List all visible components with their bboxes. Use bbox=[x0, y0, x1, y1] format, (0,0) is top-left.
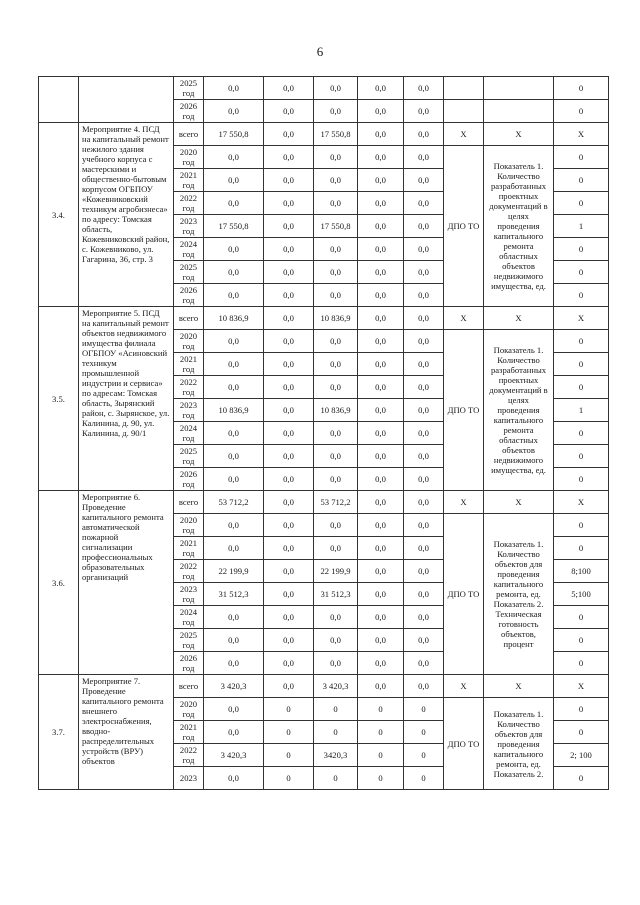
executor-x-cell: X bbox=[444, 307, 484, 330]
total-cell: 0,0 bbox=[204, 146, 264, 169]
year-cell: 2023 год bbox=[174, 399, 204, 422]
total-cell: 0,0 bbox=[204, 376, 264, 399]
value-cell: 1 bbox=[554, 399, 609, 422]
oblast-cell: 22 199,9 bbox=[314, 560, 358, 583]
local-cell: 0,0 bbox=[358, 583, 404, 606]
total-cell: 0,0 bbox=[204, 652, 264, 675]
oblast-cell: 0 bbox=[314, 767, 358, 790]
local-cell: 0,0 bbox=[358, 675, 404, 698]
oblast-cell: 0 bbox=[314, 721, 358, 744]
executor-cell: ДПО ТО bbox=[444, 698, 484, 790]
value-cell: 0 bbox=[554, 422, 609, 445]
table-row bbox=[39, 77, 609, 100]
federal-cell: 0,0 bbox=[264, 376, 314, 399]
value-cell: 0 bbox=[554, 169, 609, 192]
oblast-cell: 3420,3 bbox=[314, 744, 358, 767]
federal-cell: 0 bbox=[264, 767, 314, 790]
local-cell: 0,0 bbox=[358, 629, 404, 652]
value-cell: 0 bbox=[554, 330, 609, 353]
year-cell: 2025 год bbox=[174, 629, 204, 652]
total-cell: 0,0 bbox=[204, 284, 264, 307]
total-cell: 17 550,8 bbox=[204, 215, 264, 238]
federal-cell: 0,0 bbox=[264, 146, 314, 169]
local-cell: 0,0 bbox=[358, 215, 404, 238]
other-cell: 0 bbox=[404, 721, 444, 744]
total-cell: 0,0 bbox=[204, 468, 264, 491]
federal-cell: 0,0 bbox=[264, 169, 314, 192]
other-cell: 0 bbox=[404, 744, 444, 767]
indicator-x-cell: X bbox=[484, 491, 554, 514]
executor-x-cell: X bbox=[444, 123, 484, 146]
local-cell: 0,0 bbox=[358, 422, 404, 445]
indicator-cell bbox=[484, 100, 554, 123]
year-cell: 2025 год bbox=[174, 77, 204, 100]
oblast-cell: 0,0 bbox=[314, 192, 358, 215]
year-cell: 2022 год bbox=[174, 376, 204, 399]
other-cell: 0,0 bbox=[404, 261, 444, 284]
year-cell: 2020 год bbox=[174, 146, 204, 169]
value-cell: 0 bbox=[554, 468, 609, 491]
value-cell: X bbox=[554, 123, 609, 146]
oblast-cell: 3 420,3 bbox=[314, 675, 358, 698]
local-cell: 0,0 bbox=[358, 192, 404, 215]
oblast-cell: 0,0 bbox=[314, 514, 358, 537]
total-cell: 53 712,2 bbox=[204, 491, 264, 514]
year-cell: 2025 год bbox=[174, 445, 204, 468]
oblast-cell: 0,0 bbox=[314, 376, 358, 399]
year-cell: 2020 год bbox=[174, 514, 204, 537]
indicator-x-cell: X bbox=[484, 675, 554, 698]
local-cell: 0,0 bbox=[358, 330, 404, 353]
local-cell: 0,0 bbox=[358, 146, 404, 169]
total-cell: 0,0 bbox=[204, 100, 264, 123]
local-cell: 0,0 bbox=[358, 123, 404, 146]
local-cell: 0 bbox=[358, 767, 404, 790]
executor-x-cell: X bbox=[444, 491, 484, 514]
year-cell: 2025 год bbox=[174, 261, 204, 284]
value-cell: 1 bbox=[554, 215, 609, 238]
oblast-cell: 0,0 bbox=[314, 652, 358, 675]
other-cell: 0,0 bbox=[404, 560, 444, 583]
indicator-cell: Показатель 1. Количество объектов для проведения капитального ремонта, ед. Показатель 2. Техническая готовность объектов, процент bbox=[484, 514, 554, 675]
local-cell: 0,0 bbox=[358, 468, 404, 491]
local-cell: 0 bbox=[358, 698, 404, 721]
other-cell: 0,0 bbox=[404, 583, 444, 606]
federal-cell: 0,0 bbox=[264, 583, 314, 606]
value-cell: 0 bbox=[554, 445, 609, 468]
value-cell: 0 bbox=[554, 767, 609, 790]
oblast-cell: 0,0 bbox=[314, 100, 358, 123]
federal-cell: 0,0 bbox=[264, 215, 314, 238]
oblast-cell: 17 550,8 bbox=[314, 215, 358, 238]
page-number: 6 bbox=[316, 44, 324, 59]
total-cell: 0,0 bbox=[204, 721, 264, 744]
value-cell: 8;100 bbox=[554, 560, 609, 583]
value-cell: 0 bbox=[554, 514, 609, 537]
table-row bbox=[39, 675, 609, 698]
total-cell: 0,0 bbox=[204, 606, 264, 629]
value-cell: 0 bbox=[554, 261, 609, 284]
federal-cell: 0,0 bbox=[264, 514, 314, 537]
item-name: Мероприятие 6. Проведение капитального ремонта автоматической пожарной сигнализации профессиональных образовательных организаций bbox=[79, 491, 174, 675]
local-cell: 0,0 bbox=[358, 353, 404, 376]
year-cell: 2023 bbox=[174, 767, 204, 790]
value-cell: 0 bbox=[554, 537, 609, 560]
oblast-cell: 53 712,2 bbox=[314, 491, 358, 514]
year-cell: 2022 год bbox=[174, 560, 204, 583]
year-cell: 2021 год bbox=[174, 537, 204, 560]
item-number: 3.5. bbox=[39, 307, 79, 491]
oblast-cell: 31 512,3 bbox=[314, 583, 358, 606]
total-cell: 0,0 bbox=[204, 698, 264, 721]
total-cell: 0,0 bbox=[204, 261, 264, 284]
value-cell: 0 bbox=[554, 100, 609, 123]
indicator-cell: Показатель 1. Количество объектов для проведения капитального ремонта, ед. Показатель 2. bbox=[484, 698, 554, 790]
total-cell: 0,0 bbox=[204, 767, 264, 790]
oblast-cell: 0,0 bbox=[314, 284, 358, 307]
federal-cell: 0 bbox=[264, 744, 314, 767]
federal-cell: 0,0 bbox=[264, 123, 314, 146]
value-cell: X bbox=[554, 491, 609, 514]
other-cell: 0,0 bbox=[404, 192, 444, 215]
other-cell: 0,0 bbox=[404, 537, 444, 560]
federal-cell: 0,0 bbox=[264, 238, 314, 261]
value-cell: 2; 100 bbox=[554, 744, 609, 767]
executor-cell bbox=[444, 77, 484, 100]
local-cell: 0,0 bbox=[358, 77, 404, 100]
federal-cell: 0,0 bbox=[264, 307, 314, 330]
federal-cell: 0,0 bbox=[264, 261, 314, 284]
local-cell: 0 bbox=[358, 744, 404, 767]
federal-cell: 0,0 bbox=[264, 399, 314, 422]
other-cell: 0,0 bbox=[404, 399, 444, 422]
year-cell: 2021 год bbox=[174, 169, 204, 192]
executor-cell: ДПО ТО bbox=[444, 330, 484, 491]
local-cell: 0,0 bbox=[358, 652, 404, 675]
other-cell: 0,0 bbox=[404, 445, 444, 468]
year-cell: 2020 год bbox=[174, 330, 204, 353]
year-cell: всего bbox=[174, 307, 204, 330]
federal-cell: 0,0 bbox=[264, 468, 314, 491]
federal-cell: 0 bbox=[264, 721, 314, 744]
year-cell: 2022 год bbox=[174, 192, 204, 215]
value-cell: 5;100 bbox=[554, 583, 609, 606]
oblast-cell: 0,0 bbox=[314, 537, 358, 560]
oblast-cell: 0,0 bbox=[314, 238, 358, 261]
oblast-cell: 0,0 bbox=[314, 445, 358, 468]
other-cell: 0,0 bbox=[404, 468, 444, 491]
local-cell: 0,0 bbox=[358, 514, 404, 537]
local-cell: 0,0 bbox=[358, 606, 404, 629]
oblast-cell: 0,0 bbox=[314, 261, 358, 284]
item-name: Мероприятие 5. ПСД на капитальный ремонт объектов недвижимого имущества филиала ОГБПОУ «Асиновский техникум промышленной индустрии и сервиса» по адресам: Томская область, Зырянский район, с. Зырянское, ул. Калинина, д. 90, ул. Калинина, д. 90/1 bbox=[79, 307, 174, 491]
total-cell: 3 420,3 bbox=[204, 744, 264, 767]
other-cell: 0,0 bbox=[404, 422, 444, 445]
local-cell: 0,0 bbox=[358, 376, 404, 399]
value-cell: X bbox=[554, 675, 609, 698]
total-cell: 0,0 bbox=[204, 77, 264, 100]
year-cell: 2023 год bbox=[174, 583, 204, 606]
federal-cell: 0,0 bbox=[264, 330, 314, 353]
total-cell: 10 836,9 bbox=[204, 307, 264, 330]
local-cell: 0,0 bbox=[358, 537, 404, 560]
item-number: 3.4. bbox=[39, 123, 79, 307]
other-cell: 0,0 bbox=[404, 675, 444, 698]
total-cell: 0,0 bbox=[204, 353, 264, 376]
oblast-cell: 10 836,9 bbox=[314, 307, 358, 330]
federal-cell: 0,0 bbox=[264, 652, 314, 675]
year-cell: 2023 год bbox=[174, 215, 204, 238]
federal-cell: 0,0 bbox=[264, 445, 314, 468]
indicator-cell: Показатель 1. Количество разработанных проектных документаций в целях проведения капитального ремонта областных объектов недвижимого имущества, ед. bbox=[484, 330, 554, 491]
other-cell: 0,0 bbox=[404, 100, 444, 123]
federal-cell: 0,0 bbox=[264, 422, 314, 445]
local-cell: 0,0 bbox=[358, 169, 404, 192]
indicator-x-cell: X bbox=[484, 307, 554, 330]
indicator-cell bbox=[484, 77, 554, 100]
local-cell: 0,0 bbox=[358, 100, 404, 123]
value-cell: 0 bbox=[554, 284, 609, 307]
other-cell: 0,0 bbox=[404, 169, 444, 192]
indicator-x-cell: X bbox=[484, 123, 554, 146]
year-cell: 2024 год bbox=[174, 606, 204, 629]
oblast-cell: 0,0 bbox=[314, 422, 358, 445]
year-cell: 2021 год bbox=[174, 353, 204, 376]
year-cell: всего bbox=[174, 491, 204, 514]
other-cell: 0,0 bbox=[404, 146, 444, 169]
year-cell: 2024 год bbox=[174, 422, 204, 445]
oblast-cell: 17 550,8 bbox=[314, 123, 358, 146]
year-cell: 2024 год bbox=[174, 238, 204, 261]
total-cell: 0,0 bbox=[204, 514, 264, 537]
total-cell: 31 512,3 bbox=[204, 583, 264, 606]
item-number bbox=[39, 77, 79, 123]
oblast-cell: 0,0 bbox=[314, 169, 358, 192]
indicator-cell: Показатель 1. Количество разработанных проектных документаций в целях проведения капитального ремонта областных объектов недвижимого имущества, ед. bbox=[484, 146, 554, 307]
executor-cell bbox=[444, 100, 484, 123]
total-cell: 0,0 bbox=[204, 422, 264, 445]
federal-cell: 0,0 bbox=[264, 192, 314, 215]
federal-cell: 0 bbox=[264, 698, 314, 721]
item-number: 3.6. bbox=[39, 491, 79, 675]
other-cell: 0,0 bbox=[404, 353, 444, 376]
local-cell: 0,0 bbox=[358, 307, 404, 330]
value-cell: 0 bbox=[554, 606, 609, 629]
other-cell: 0 bbox=[404, 767, 444, 790]
federal-cell: 0,0 bbox=[264, 284, 314, 307]
total-cell: 10 836,9 bbox=[204, 399, 264, 422]
oblast-cell: 0,0 bbox=[314, 353, 358, 376]
other-cell: 0,0 bbox=[404, 123, 444, 146]
item-name: Мероприятие 7. Проведение капитального ремонта внешнего электроснабжения, вводно-распределительных устройств (ВРУ) объектов bbox=[79, 675, 174, 790]
federal-cell: 0,0 bbox=[264, 629, 314, 652]
federal-cell: 0,0 bbox=[264, 491, 314, 514]
year-cell: всего bbox=[174, 123, 204, 146]
other-cell: 0,0 bbox=[404, 330, 444, 353]
total-cell: 0,0 bbox=[204, 445, 264, 468]
total-cell: 0,0 bbox=[204, 192, 264, 215]
value-cell: 0 bbox=[554, 238, 609, 261]
oblast-cell: 0,0 bbox=[314, 606, 358, 629]
total-cell: 17 550,8 bbox=[204, 123, 264, 146]
value-cell: 0 bbox=[554, 376, 609, 399]
other-cell: 0,0 bbox=[404, 307, 444, 330]
value-cell: 0 bbox=[554, 652, 609, 675]
item-number: 3.7. bbox=[39, 675, 79, 790]
federal-cell: 0,0 bbox=[264, 77, 314, 100]
total-cell: 3 420,3 bbox=[204, 675, 264, 698]
federal-cell: 0,0 bbox=[264, 560, 314, 583]
federal-cell: 0,0 bbox=[264, 353, 314, 376]
oblast-cell: 0,0 bbox=[314, 77, 358, 100]
other-cell: 0 bbox=[404, 698, 444, 721]
total-cell: 0,0 bbox=[204, 238, 264, 261]
local-cell: 0,0 bbox=[358, 284, 404, 307]
value-cell: 0 bbox=[554, 192, 609, 215]
total-cell: 22 199,9 bbox=[204, 560, 264, 583]
oblast-cell: 0 bbox=[314, 698, 358, 721]
year-cell: 2022 год bbox=[174, 744, 204, 767]
value-cell: 0 bbox=[554, 698, 609, 721]
other-cell: 0,0 bbox=[404, 514, 444, 537]
executor-cell: ДПО ТО bbox=[444, 514, 484, 675]
local-cell: 0,0 bbox=[358, 238, 404, 261]
other-cell: 0,0 bbox=[404, 629, 444, 652]
federal-cell: 0,0 bbox=[264, 537, 314, 560]
table-row bbox=[39, 491, 609, 514]
other-cell: 0,0 bbox=[404, 77, 444, 100]
local-cell: 0,0 bbox=[358, 491, 404, 514]
year-cell: 2020 год bbox=[174, 698, 204, 721]
value-cell: 0 bbox=[554, 77, 609, 100]
executor-x-cell: X bbox=[444, 675, 484, 698]
total-cell: 0,0 bbox=[204, 169, 264, 192]
other-cell: 0,0 bbox=[404, 215, 444, 238]
local-cell: 0,0 bbox=[358, 560, 404, 583]
oblast-cell: 0,0 bbox=[314, 468, 358, 491]
federal-cell: 0,0 bbox=[264, 606, 314, 629]
year-cell: 2026 год bbox=[174, 284, 204, 307]
local-cell: 0,0 bbox=[358, 399, 404, 422]
local-cell: 0,0 bbox=[358, 261, 404, 284]
table-row bbox=[39, 307, 609, 330]
oblast-cell: 0,0 bbox=[314, 146, 358, 169]
year-cell: 2026 год bbox=[174, 652, 204, 675]
value-cell: X bbox=[554, 307, 609, 330]
local-cell: 0,0 bbox=[358, 445, 404, 468]
oblast-cell: 0,0 bbox=[314, 629, 358, 652]
table-row bbox=[39, 123, 609, 146]
oblast-cell: 10 836,9 bbox=[314, 399, 358, 422]
other-cell: 0,0 bbox=[404, 238, 444, 261]
local-cell: 0 bbox=[358, 721, 404, 744]
value-cell: 0 bbox=[554, 146, 609, 169]
executor-cell: ДПО ТО bbox=[444, 146, 484, 307]
federal-cell: 0,0 bbox=[264, 675, 314, 698]
oblast-cell: 0,0 bbox=[314, 330, 358, 353]
total-cell: 0,0 bbox=[204, 629, 264, 652]
year-cell: 2026 год bbox=[174, 468, 204, 491]
total-cell: 0,0 bbox=[204, 537, 264, 560]
value-cell: 0 bbox=[554, 353, 609, 376]
total-cell: 0,0 bbox=[204, 330, 264, 353]
other-cell: 0,0 bbox=[404, 491, 444, 514]
year-cell: 2021 год bbox=[174, 721, 204, 744]
item-name bbox=[79, 77, 174, 123]
value-cell: 0 bbox=[554, 629, 609, 652]
item-name: Мероприятие 4. ПСД на капитальный ремонт нежилого здания учебного корпуса с мастерскими и общественно-бытовым корпусом ОГБПОУ «Кожевниковский техникум агробизнеса» по адресу: Томская область, Кожевниковский район, с. Кожевниково, ул. Гагарина, 36, стр. 3 bbox=[79, 123, 174, 307]
value-cell: 0 bbox=[554, 721, 609, 744]
other-cell: 0,0 bbox=[404, 652, 444, 675]
program-table bbox=[38, 76, 609, 790]
year-cell: 2026 год bbox=[174, 100, 204, 123]
year-cell: всего bbox=[174, 675, 204, 698]
other-cell: 0,0 bbox=[404, 606, 444, 629]
other-cell: 0,0 bbox=[404, 284, 444, 307]
other-cell: 0,0 bbox=[404, 376, 444, 399]
federal-cell: 0,0 bbox=[264, 100, 314, 123]
